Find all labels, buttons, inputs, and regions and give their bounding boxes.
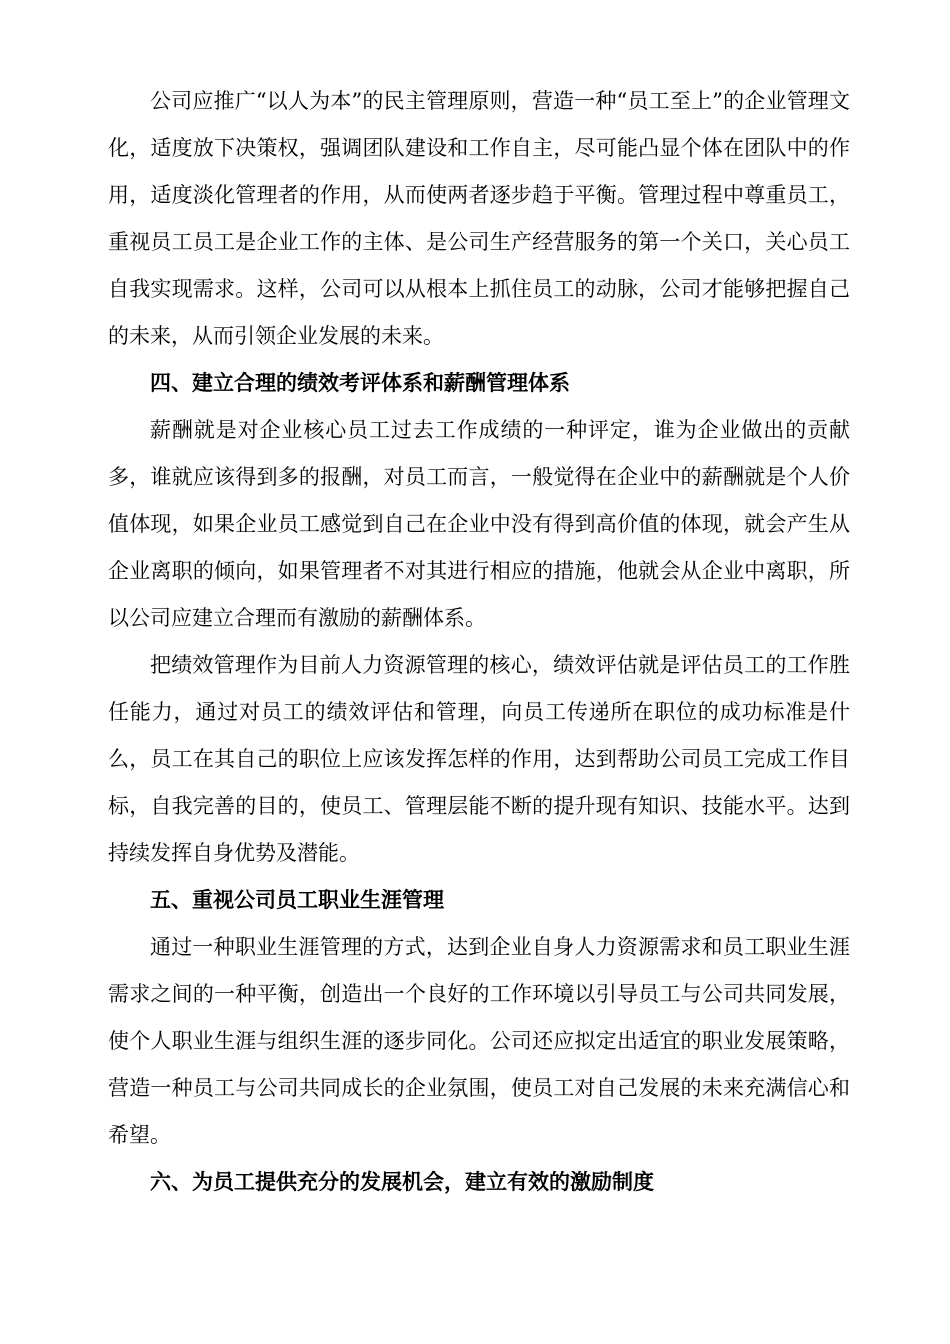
document-body: [108, 78, 850, 1206]
paragraph-4-1: 薪酬就是对企业核心员工过去工作成绩的一种评定，谁为企业做出的贡献多，谁就应该得到多的报酬，对员工而言，一般觉得在企业中的薪酬就是个人价值体现，如果企业员工感觉到自己在企业中没有得到高价值的体现，就会产生从企业离职的倾向，如果管理者不对其进行相应的措施，他就会从企业中离职，所以公司应建立合理而有激励的薪酬体系。: [108, 418, 850, 630]
section-heading-6: 六、为员工提供充分的发展机会，建立有效的激励制度: [150, 1170, 654, 1194]
paragraph-intro: 公司应推广“以人为本”的民主管理原则，营造一种“员工至上”的企业管理文化，适度放下决策权，强调团队建设和工作自主，尽可能凸显个体在团队中的作用，适度淡化管理者的作用，从而使两者逐步趋于平衡。管理过程中尊重员工，重视员工员工是企业工作的主体、是公司生产经营服务的第一个关口，关心员工自我实现需求。这样，公司可以从根本上抓住员工的动脉，公司才能够把握自己的未来，从而引领企业发展的未来。: [108, 89, 850, 348]
section-heading-5: 五、重视公司员工职业生涯管理: [150, 888, 444, 912]
paragraph-5-1: 通过一种职业生涯管理的方式，达到企业自身人力资源需求和员工职业生涯需求之间的一种平衡，创造出一个良好的工作环境以引导员工与公司共同发展，使个人职业生涯与组织生涯的逐步同化。公司还应拟定出适宜的职业发展策略，营造一种员工与公司共同成长的企业氛围，使员工对自己发展的未来充满信心和希望。: [108, 935, 850, 1147]
paragraph-4-2: 把绩效管理作为目前人力资源管理的核心，绩效评估就是评估员工的工作胜任能力，通过对员工的绩效评估和管理，向员工传递所在职位的成功标准是什么，员工在其自己的职位上应该发挥怎样的作用，达到帮助公司员工完成工作目标，自我完善的目的，使员工、管理层能不断的提升现有知识、技能水平。达到持续发挥自身优势及潜能。: [108, 653, 850, 865]
section-heading-4: 四、建立合理的绩效考评体系和薪酬管理体系: [150, 371, 570, 395]
